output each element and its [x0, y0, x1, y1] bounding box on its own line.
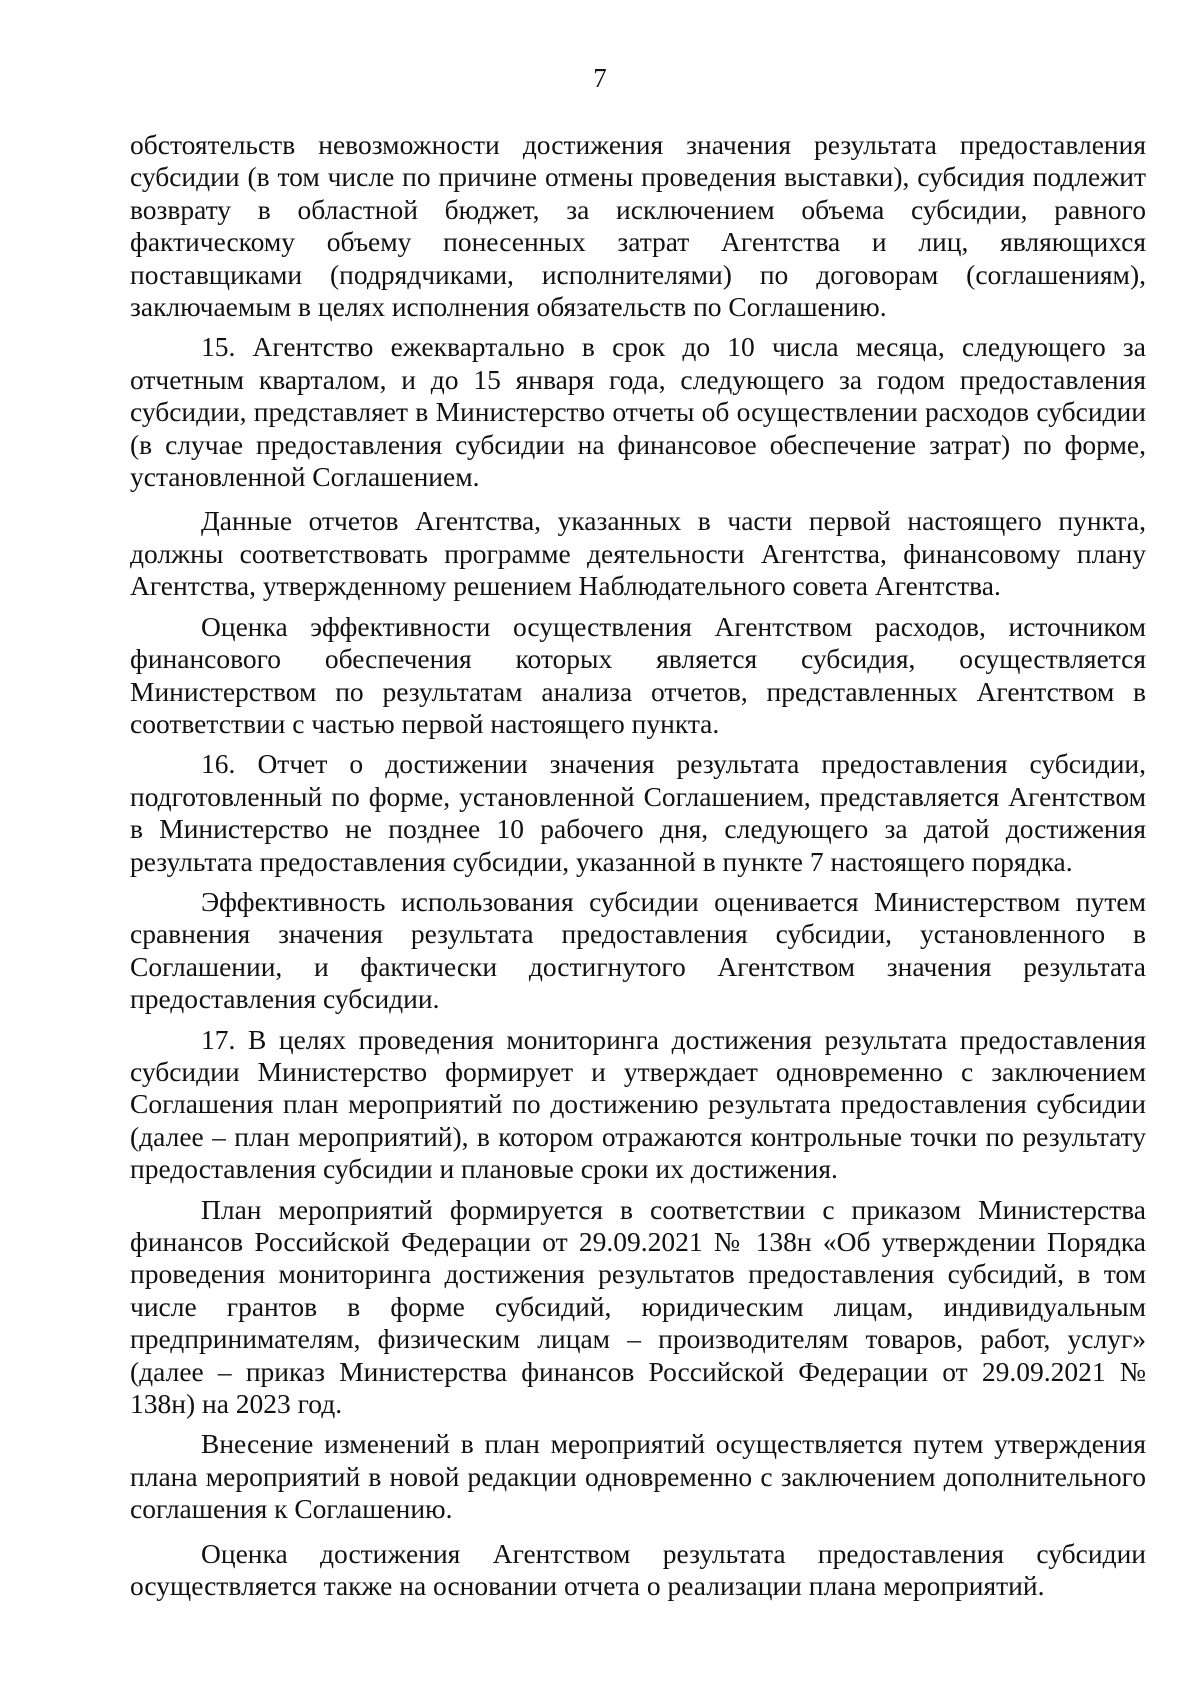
page-number: 7 [593, 63, 607, 93]
paragraph-item-17: 17. В целях проведения мониторинга достижения результата предоставления субсидии Министерство формирует и утверждает одновременно с заключением Соглашения план мероприятий по достижению результата предоставления субсидии (далее – план мероприятий), в котором отражаются контрольные точки по результату предоставления субсидии и плановые сроки их достижения. [130, 1023, 1146, 1185]
paragraph-reports-data: Данные отчетов Агентства, указанных в части первой настоящего пункта, должны соответствовать программе деятельности Агентства, финансовому плану Агентства, утвержденному решением Наблюдательного совета Агентства. [130, 505, 1146, 602]
paragraph-item-16: 16. Отчет о достижении значения результата предоставления субсидии, подготовленный по форме, установленной Соглашением, представляется Агентством в Министерство не позднее 10 рабочего дня, следующего за датой достижения результата предоставления субсидии, указанной в пункте 7 настоящего порядка. [130, 748, 1146, 877]
paragraph-continuation: обстоятельств невозможности достижения значения результата предоставления субсидии (в том числе по причине отмены проведения выставки), субсидия подлежит возврату в областной бюджет, за исключением объема субсидии, равного фактическому объему понесенных затрат Агентства и лиц, являющихся поставщиками (подрядчиками, исполнителями) по договорам (соглашениям), заключаемым в целях исполнения обязательств по Соглашению. [130, 129, 1146, 323]
paragraph-usage-efficiency: Эффективность использования субсидии оценивается Министерством путем сравнения значения результата предоставления субсидии, установленного в Соглашении, и фактически достигнутого Агентством значения результата предоставления субсидии. [130, 885, 1146, 1015]
paragraph-item-15: 15. Агентство ежеквартально в срок до 10 числа месяца, следующего за отчетным кварталом, и до 15 января года, следующего за годом предоставления субсидии, представляет в Министерство отчеты об осуществлении расходов субсидии (в случае предоставления субсидии на финансовое обеспечение затрат) по форме, установленной Соглашением. [130, 331, 1146, 493]
paragraph-plan-amendment: Внесение изменений в план мероприятий осуществляется путем утверждения плана мероприятий в новой редакции одновременно с заключением дополнительного соглашения к Соглашению. [130, 1428, 1146, 1525]
paragraph-plan-formation: План мероприятий формируется в соответствии с приказом Министерства финансов Российской Федерации от 29.09.2021 № 138н «Об утверждении Порядка проведения мониторинга достижения результатов предоставления субсидий, в том числе грантов в форме субсидий, юридическим лицам, индивидуальным предпринимателям, физическим лицам – производителям товаров, работ, услуг» (далее – приказ Министерства финансов Российской Федерации от 29.09.2021 № 138н) на 2023 год. [130, 1193, 1146, 1420]
document-body [130, 129, 1146, 1602]
paragraph-achievement-assessment: Оценка достижения Агентством результата предоставления субсидии осуществляется также на основании отчета о реализации плана мероприятий. [130, 1537, 1146, 1602]
paragraph-efficiency-assessment: Оценка эффективности осуществления Агентством расходов, источником финансового обеспечения которых является субсидия, осуществляется Министерством по результатам анализа отчетов, представленных Агентством в соответствии с частью первой настоящего пункта. [130, 610, 1146, 739]
